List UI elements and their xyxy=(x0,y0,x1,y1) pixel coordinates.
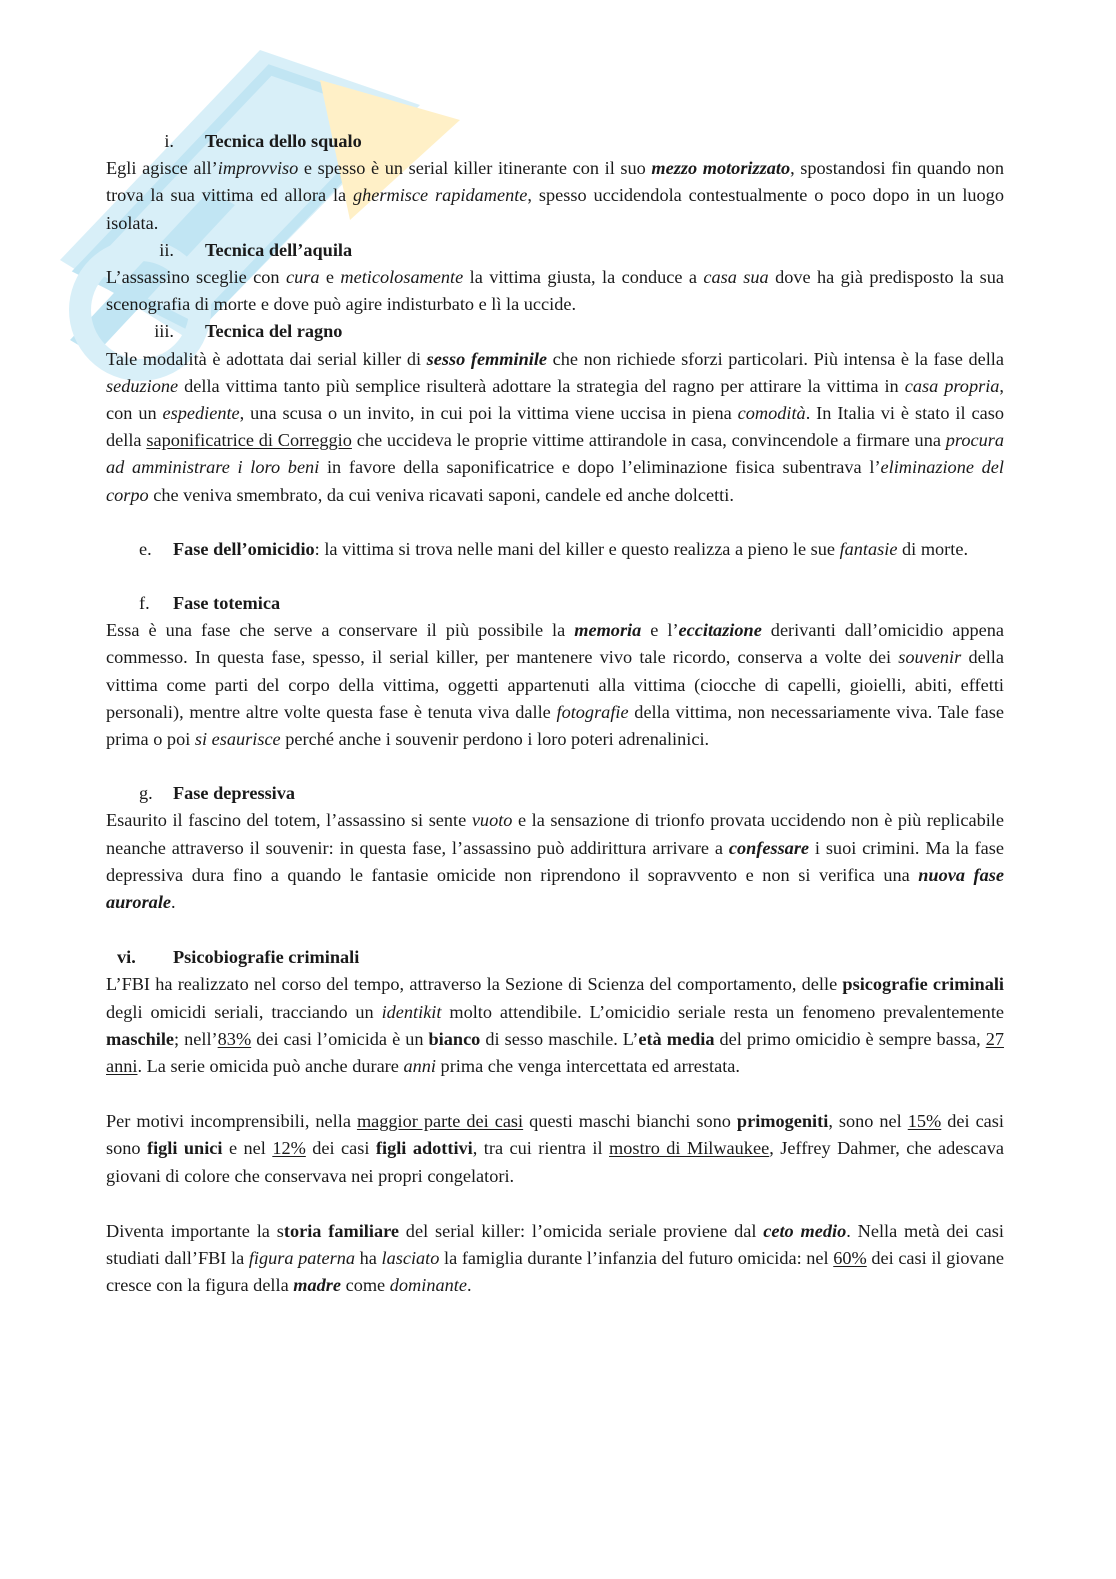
document-body xyxy=(106,128,1004,1299)
paragraph-depressiva: Esaurito il fascino del totem, l’assassino si sente vuoto e la sensazione di trionfo provata uccidendo non è più replicabile neanche attraverso il souvenir: in questa fase, l’assassino può addirittura arrivare a confessare i suoi crimini. Ma la fase depressiva dura fino a quando le fantasie omicide non riprendono il sopravvento e non si verifica una nuova fase aurorale. xyxy=(106,810,1004,912)
paragraph-aquila: L’assassino sceglie con cura e meticolosamente la vittima giusta, la conduce a casa sua dove ha già predisposto la sua scenografia di morte e dove può agire indisturbato e lì la uccide. xyxy=(106,266,1004,315)
heading-totemica xyxy=(106,590,1004,617)
heading-title: Fase dell’omicidio xyxy=(173,538,315,559)
heading-title: Tecnica dello squalo xyxy=(205,131,362,151)
heading-title: Fase totemica xyxy=(173,593,281,613)
heading-title: Tecnica dell’aquila xyxy=(205,239,353,260)
subheading-ragno xyxy=(106,318,1004,345)
list-marker: g. xyxy=(139,783,153,804)
paragraph-totemica: Essa è una fase che serve a conservare il più possibile la memoria e l’eccitazione derivanti dall’omicidio appena commesso. In questa fase, spesso, il serial killer, per mantenere vivo tale ricordo, conserva a volte dei souvenir della vittima come parti del corpo della vittima, oggetti appartenuti alla vittima (ciocche di capelli, gioielli, abiti, effetti personali), mentre altre volte questa fase è tenuta viva dalle fotografie della vittima, non necessariamente viva. Tale fase prima o poi si esaurisce perché anche i souvenir perdono i loro poteri adrenalinici. xyxy=(106,620,1005,749)
list-marker: f. xyxy=(139,593,150,613)
list-marker: i. xyxy=(164,131,174,151)
heading-psicobiografie xyxy=(106,944,1004,971)
paragraph-ragno: Tale modalità è adottata dai serial killer di sesso femminile che non richiede sforzi particolari. Più intensa è la fase della seduzione della vittima tanto più semplice risulterà adottare la strategia del ragno per attirare la vittima in casa propria, con un espediente, una scusa o un invito, in cui poi la vittima viene uccisa in piena comodità. In Italia vi è stato il caso della saponificatrice di Correggio che uccideva le proprie vittime attirandole in casa, convincendole a firmare una procura ad amministrare i loro beni in favore della saponificatrice e dopo l’eliminazione fisica subentrava l’eliminazione del corpo che veniva smembrato, da cui veniva ricavati saponi, candele ed anche dolcetti. xyxy=(106,348,1004,505)
paragraph-psico-1: L’FBI ha realizzato nel corso del tempo, attraverso la Sezione di Scienza del comportamento, delle psicografie criminali degli omicidi seriali, tracciando un identikit molto attendibile. L’omicidio seriale resta un fenomeno prevalentemente maschile; nell’83% dei casi l’omicida è un bianco di sesso maschile. L’età media del primo omicidio è sempre bassa, 27 anni. La serie omicida può anche durare anni prima che venga intercettata ed arrestata. xyxy=(106,974,1005,1076)
heading-title: Fase depressiva xyxy=(173,783,296,804)
heading-title: Psicobiografie criminali xyxy=(173,947,360,968)
subheading-aquila xyxy=(106,237,1004,264)
list-item-omicidio: e. Fase dell’omicidio: la vittima si trova nelle mani del killer e questo realizza a pieno le sue fantasie di morte. xyxy=(106,536,1004,563)
list-marker: vi. xyxy=(117,947,136,968)
list-marker: iii. xyxy=(154,321,174,342)
heading-depressiva xyxy=(106,780,1004,807)
paragraph-psico-3: Diventa importante la storia familiare del serial killer: l’omicida seriale proviene dal ceto medio. Nella metà dei casi studiati dall’FBI la figura paterna ha lasciato la famiglia durante l’infanzia del futuro omicida: nel 60% dei casi il giovane cresce con la figura della madre come dominante. xyxy=(106,1220,1004,1296)
paragraph-psico-2: Per motivi incomprensibili, nella maggior parte dei casi questi maschi bianchi sono primogeniti, sono nel 15% dei casi sono figli unici e nel 12% dei casi figli adottivi, tra cui rientra il mostro di Milwaukee, Jeffrey Dahmer, che adescava giovani di colore che conservava nei propri congelatori. xyxy=(106,1111,1005,1186)
list-marker: ii. xyxy=(159,239,174,260)
heading-title: Tecnica del ragno xyxy=(205,321,343,342)
list-marker: e. xyxy=(139,538,152,559)
subheading-squalo xyxy=(106,128,1004,155)
paragraph-squalo: Egli agisce all’improvviso e spesso è un serial killer itinerante con il suo mezzo motorizzato, spostandosi fin quando non trova la sua vittima ed allora la ghermisce rapidamente, spesso uccidendola contestualmente o poco dopo in un luogo isolata. xyxy=(106,158,1004,233)
